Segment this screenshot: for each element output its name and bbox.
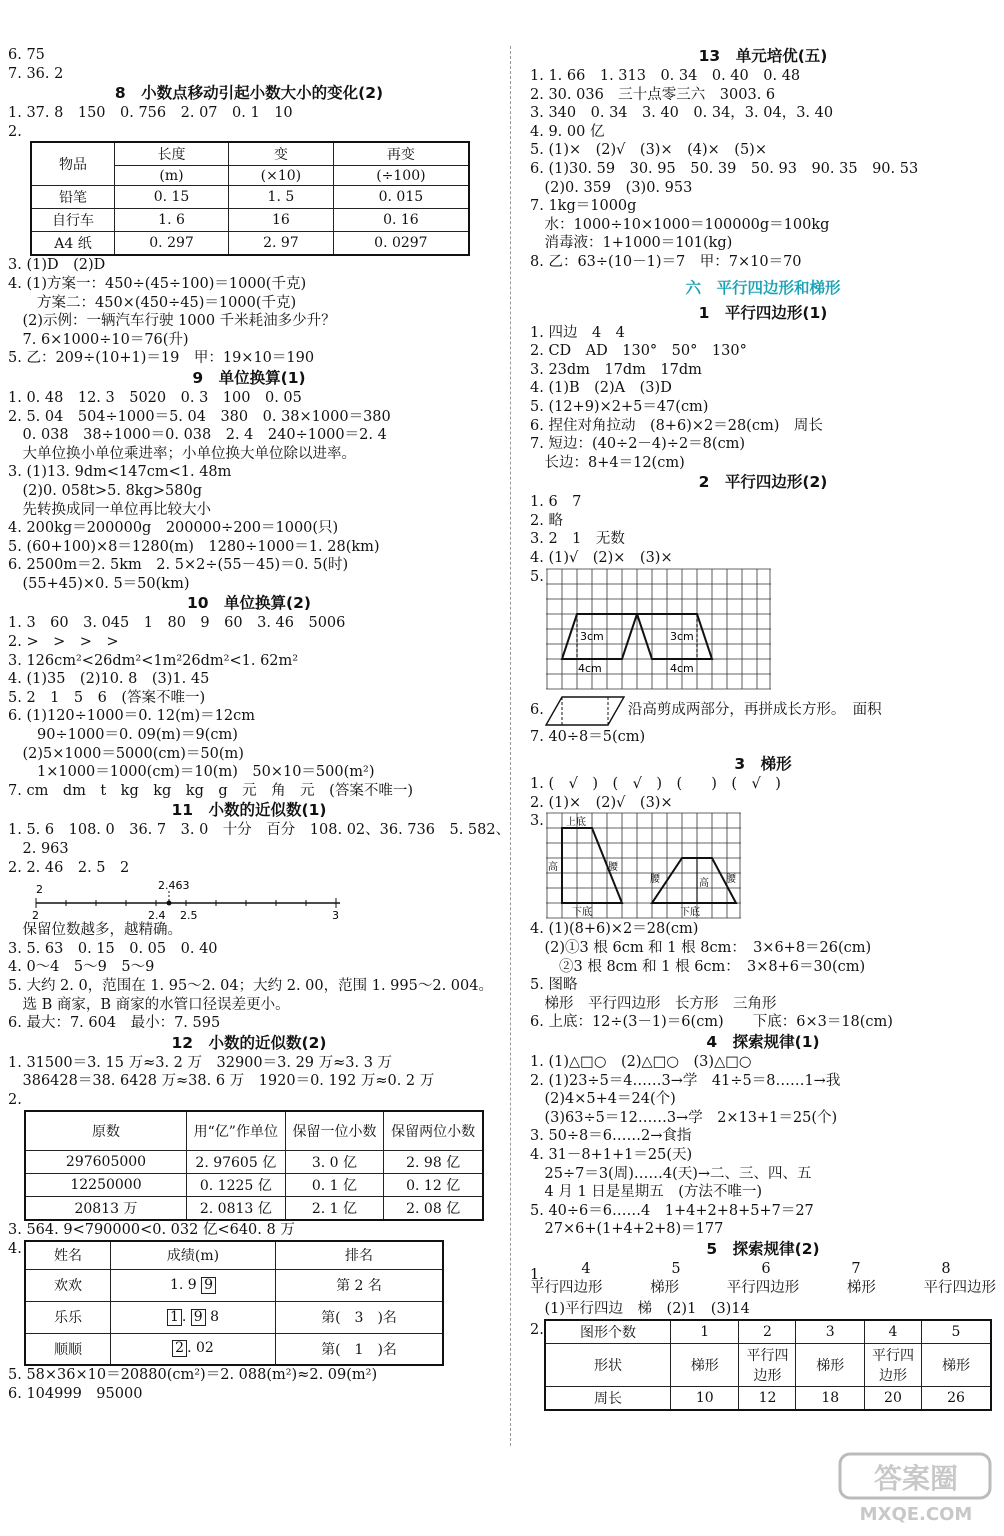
table-header: 变: [229, 142, 334, 166]
pattern-shapes: [530, 1279, 996, 1298]
answer-line: 2. (1)× (2)√ (3)×: [530, 794, 673, 811]
answer-line: 2.: [8, 1091, 22, 1108]
table-cell: 铅笔: [31, 186, 115, 209]
numline-top-label: 2.463: [158, 879, 190, 893]
table-cell: 平行四边形: [739, 1343, 796, 1386]
answer-line: 7. 短边：(40÷2－4)÷2＝8(cm): [530, 436, 746, 453]
answer-line: 4.: [8, 1240, 22, 1257]
table-cell: 2. 97605 亿: [186, 1151, 285, 1174]
leg-label: 腰: [726, 874, 736, 886]
numline-left-label: 2: [36, 883, 43, 897]
table-header: 物品: [31, 142, 115, 186]
table-cell: 1: [671, 1320, 739, 1344]
watermark-url: MXQE.COM: [859, 1504, 973, 1525]
answer-line: 1×1000＝1000(cm)＝10(m) 50×10＝500(m²): [8, 764, 375, 781]
answer-line: 2. 略: [530, 512, 563, 529]
answer-line: 90÷1000＝0. 09(m)＝9(cm): [8, 727, 238, 744]
table-cell: 4: [864, 1320, 921, 1344]
answer-line: 4. (1)B (2)A (3)D: [530, 380, 672, 397]
table-cell: 0. 1225 亿: [186, 1174, 285, 1197]
q6-row: [530, 694, 996, 728]
table-cell: 梯形: [796, 1343, 864, 1386]
table-cell: 1 . 9 8: [111, 1301, 276, 1333]
answer-line: 6. 最大：7. 604 最小：7. 595: [8, 1015, 221, 1032]
table-cell: 18: [796, 1386, 864, 1410]
table-row: [31, 232, 469, 256]
table-cell: 0. 15: [115, 186, 229, 209]
score-table: [24, 1240, 444, 1366]
section-title: 2 平行四边形(2): [698, 473, 828, 492]
table-header: (m): [115, 166, 229, 186]
answer-line: 6. 2500m＝2. 5km 2. 5×2÷(55－45)＝0. 5(时): [8, 557, 349, 574]
answer-text: 沿高剪成两部分，再拼成长方形。 面积: [627, 702, 882, 719]
answer-line: (55+45)×0. 5＝50(km): [8, 575, 190, 592]
table-cell: 顺顺: [25, 1333, 111, 1365]
answer-line: 2. 5. 04 504÷1000＝5. 04 380 0. 38×1000＝380: [8, 408, 391, 425]
number-line-figure: [30, 877, 360, 921]
digit-box: 9: [191, 1309, 206, 1326]
answer-line: 4. (1)方案一：450÷(45÷100)＝1000(千克): [8, 275, 307, 292]
pattern-number: 4: [581, 1260, 591, 1277]
answer-line: 5. (1)× (2)√ (3)× (4)× (5)×: [530, 142, 767, 159]
table-header: 原数: [25, 1111, 186, 1151]
table-cell: 3. 0 亿: [285, 1151, 384, 1174]
answer-line: (3)63÷5＝12……3→学 2×13+1＝25(个): [530, 1109, 838, 1126]
table-row: [545, 1343, 991, 1386]
table-cell: 2: [739, 1320, 796, 1344]
height-label: 3cm: [670, 629, 694, 643]
answer-line: (2)0. 359 (3)0. 953: [530, 179, 693, 196]
answer-line: (2)4×5+4＝24(个): [530, 1091, 676, 1108]
tick-label: 2.4: [148, 909, 166, 922]
table-cell: 第 2 名: [276, 1269, 444, 1301]
table-cell: 平行四边形: [864, 1343, 921, 1386]
table-cell: 12: [739, 1386, 796, 1410]
answer-line: 25÷7＝3(周)……4(天)→二、三、四、五: [530, 1165, 812, 1182]
answer-line: 6. 捏住对角拉动 (8+6)×2＝28(cm) 周长: [530, 417, 823, 434]
answer-line: 8. 乙：63÷(10－1)＝7 甲：7×10＝70: [530, 253, 802, 270]
question-number: 6.: [530, 702, 544, 719]
table-header: 长度: [115, 142, 229, 166]
section-title: 13 单元培优(五): [698, 47, 828, 65]
answer-line: 2.: [8, 123, 22, 140]
answer-line: 保留位数越多，越精确。: [8, 922, 182, 939]
table-header: (×10): [229, 166, 334, 186]
answer-line: (2)①3 根 6cm 和 1 根 8cm： 3×6+8＝26(cm): [530, 940, 872, 957]
answer-line: 5. 58×36×10＝20880(cm²)＝2. 088(m²)≈2. 09(m²): [8, 1367, 378, 1384]
pattern-shape: 平行四边形: [923, 1279, 996, 1296]
pattern-q1: [530, 1260, 996, 1300]
table-row: [545, 1386, 991, 1410]
score-text: 8: [210, 1308, 220, 1325]
table-header: 再变: [333, 142, 469, 166]
table-cell: 自行车: [31, 209, 115, 232]
answer-line: 3. 50÷8＝6……2→食指: [530, 1128, 692, 1145]
table-header: (÷100): [333, 166, 469, 186]
pattern-number: 8: [941, 1260, 951, 1277]
table-cell: 欢欢: [25, 1269, 111, 1301]
height-label: 3cm: [580, 629, 604, 643]
table-header: 用“亿”作单位: [186, 1111, 285, 1151]
answer-line: 方案二：450×(450÷45)＝1000(千克): [8, 294, 297, 311]
answer-line: 5. 40÷6＝6……4 1+4+2+8+5+7＝27: [530, 1202, 814, 1219]
answer-line: 1. 四边 4 4: [530, 324, 625, 341]
answer-line: (2)5×1000＝5000(cm)＝50(m): [8, 745, 244, 762]
answer-line: 2. 2. 46 2. 5 2: [8, 859, 130, 876]
answer-line: 7. 36. 2: [8, 65, 64, 82]
answer-line: 3. 23dm 17dm 17dm: [530, 361, 702, 378]
answer-line: 7. cm dm t kg kg kg g 元 角 元 (答案不唯一): [8, 782, 413, 799]
leg-label: 腰: [608, 862, 618, 874]
answer-line: 5.: [530, 568, 544, 585]
section-title: 9 单位换算(1): [192, 368, 306, 387]
parallelogram-grid-figure: [546, 568, 776, 692]
pattern-shape: 平行四边形: [726, 1279, 800, 1296]
table-cell: 0. 16: [333, 209, 469, 232]
table-cell: 形状: [545, 1343, 671, 1386]
answer-line: (1)平行四边 梯 (2)1 (3)14: [530, 1300, 750, 1317]
table-cell: 2. 97: [229, 232, 334, 256]
table-cell: 26: [921, 1386, 991, 1410]
answer-line: 3. 5. 63 0. 15 0. 05 0. 40: [8, 940, 218, 957]
pattern-shape: 平行四边形: [530, 1279, 603, 1296]
table-cell: 16: [229, 209, 334, 232]
parallelogram-shape: [546, 697, 624, 725]
table-header: 保留一位小数: [285, 1111, 384, 1151]
bottom-base-label: 下底: [572, 907, 592, 919]
table-row: [25, 1151, 483, 1174]
table-cell: 图形个数: [545, 1320, 671, 1344]
answer-line: (2)0. 058t>5. 8kg>580g: [8, 482, 202, 499]
table-cell: 0. 0297: [333, 232, 469, 256]
table-cell: 2. 98 亿: [384, 1151, 483, 1174]
answer-line: 3. 564. 9<790000<0. 032 亿<640. 8 万: [8, 1222, 295, 1239]
answer-line: 6. 104999 95000: [8, 1385, 143, 1402]
score-text: 1. 9: [169, 1276, 197, 1293]
table-header: 成绩(m): [111, 1241, 276, 1269]
digit-box: 2: [172, 1340, 187, 1357]
pattern-q2: [530, 1319, 996, 1411]
table-cell: 5: [921, 1320, 991, 1344]
answer-line: 1. 6 7: [530, 494, 582, 511]
table-row: [25, 1174, 483, 1197]
digit-box: 9: [201, 1277, 216, 1294]
answer-line: 1. 31500＝3. 15 万≈3. 2 万 32900＝3. 29 万≈3. 3 万: [8, 1054, 393, 1071]
answer-line: 1. 1. 66 1. 313 0. 34 0. 40 0. 48: [530, 68, 801, 84]
answer-line: 7. 40÷8＝5(cm): [530, 728, 646, 745]
table-cell: 周长: [545, 1386, 671, 1410]
table-cell: 3: [796, 1320, 864, 1344]
marker-point: [167, 901, 172, 906]
bottom-base-label: 下底: [680, 907, 700, 919]
answer-line: 5. (12+9)×2+5＝47(cm): [530, 398, 709, 415]
answer-line: 1. (1)△□○ (2)△□○ (3)△□○: [530, 1054, 752, 1070]
answer-line: 0. 038 38÷1000＝0. 038 2. 4 240÷1000＝2. 4: [8, 427, 387, 444]
table-row: [25, 1333, 443, 1365]
table-row: [545, 1320, 991, 1344]
pattern-number: 5: [671, 1260, 681, 1277]
answer-line: 7. 6×1000÷10＝76(升): [8, 331, 189, 348]
height-label: 高: [548, 862, 558, 874]
answer-line: 4. (1)35 (2)10. 8 (3)1. 45: [8, 671, 210, 688]
answer-line: 5. 乙：209÷(10+1)＝19 甲：19×10＝190: [8, 350, 315, 367]
answer-line: 1. ( √ ) ( √ ) ( ) ( √ ): [530, 776, 781, 793]
answer-line: 2. 963: [8, 841, 69, 857]
watermark-text: 答案圈: [873, 1462, 959, 1495]
digit-box: 1: [167, 1309, 182, 1326]
answer-line: 6. 75: [8, 47, 45, 63]
table-cell: 2. 08 亿: [384, 1197, 483, 1221]
table-cell: 第( 3 )名: [276, 1301, 444, 1333]
answer-line: 3.: [530, 813, 544, 830]
table-cell: 1. 6: [115, 209, 229, 232]
pattern-number: 6: [761, 1260, 771, 1277]
section-title: 10 单位换算(2): [186, 594, 312, 613]
answer-line: 4. 9. 00 亿: [530, 123, 605, 140]
answer-line: 1. 0. 48 12. 3 5020 0. 3 100 0. 05: [8, 389, 302, 406]
answer-line: 6. (1)30. 59 30. 95 50. 39 50. 93 90. 35 90. 53: [530, 160, 919, 177]
column-divider: [510, 46, 511, 1446]
section-title: 4 探索规律(1): [706, 1033, 820, 1051]
answer-line: 1. 37. 8 150 0. 756 2. 07 0. 1 10: [8, 105, 293, 122]
table-row: [25, 1269, 443, 1301]
answer-line: 1. 5. 6 108. 0 36. 7 3. 0 十分 百分 108. 02、36. 736 5. 582、: [8, 822, 511, 839]
table-cell: 乐乐: [25, 1301, 111, 1333]
answer-line: 3. 2 1 无数: [530, 531, 625, 548]
trapezoid-grid-figure: [546, 812, 746, 920]
answer-line: 1. 3 60 3. 045 1 80 9 60 3. 46 5006: [8, 615, 346, 632]
answer-line: 4. 0～4 5～9 5～9: [8, 959, 155, 976]
table-cell: 12250000: [25, 1174, 186, 1197]
answer-line: 5. 2 1 5 6 (答案不唯一): [8, 689, 206, 706]
section-title: 5 探索规律(2): [706, 1239, 820, 1258]
table-row: [31, 209, 469, 232]
section-title: 11 小数的近似数(1): [171, 801, 327, 820]
table-cell: 第( 1 )名: [276, 1333, 444, 1365]
leg-label: 腰: [650, 874, 660, 886]
shape-table: [544, 1319, 992, 1411]
height-label: 高: [699, 878, 709, 890]
answer-line: (2)示例：一辆汽车行驶 1000 千米耗油多少升？: [8, 313, 336, 330]
answer-line: 4. (1)√ (2)× (3)×: [530, 550, 673, 567]
table-cell: 2. 1 亿: [285, 1197, 384, 1221]
tick-label: 2.5: [180, 909, 198, 922]
length-table: [30, 141, 470, 256]
answer-line: 4. 31－8+1+1＝25(天): [530, 1146, 693, 1163]
isosceles-trapezoid: [652, 858, 736, 903]
answer-line: 5. 大约 2. 0，范围在 1. 95～2. 04；大约 2. 00，范围 1. 995～2. 004。: [8, 977, 493, 994]
pattern-shape: 梯形: [650, 1279, 680, 1296]
table-cell: 0. 297: [115, 232, 229, 256]
answer-line: ②3 根 8cm 和 1 根 6cm： 3×8+6＝30(cm): [530, 958, 866, 975]
section-title: 8 小数点移动引起小数大小的变化(2): [114, 84, 384, 103]
answer-line: 3. (1)D (2)D: [8, 257, 106, 274]
unit-title: 六 平行四边形和梯形: [685, 278, 841, 297]
left-column: [8, 46, 511, 1403]
section-title: 3 梯形: [734, 755, 792, 774]
answer-line: 消毒液：1+1000＝101(kg): [530, 235, 733, 252]
table-cell: 20813 万: [25, 1197, 186, 1221]
table-cell: 10: [671, 1386, 739, 1410]
pattern-numbers: [546, 1260, 986, 1279]
answer-line: 水：1000÷10×1000＝100000g＝100kg: [530, 216, 830, 233]
table-cell: 0. 1 亿: [285, 1174, 384, 1197]
question-number: 1.: [530, 1266, 544, 1283]
table-cell: 0. 015: [333, 186, 469, 209]
table-row: [31, 186, 469, 209]
answer-line: 选 B 商家，B 商家的水管口径误差更小。: [8, 996, 290, 1013]
table-cell: 梯形: [671, 1343, 739, 1386]
table-row: [25, 1301, 443, 1333]
table-cell: A4 纸: [31, 232, 115, 256]
top-base-label: 上底: [566, 817, 586, 829]
table-cell: 1. 5: [229, 186, 334, 209]
section-title: 1 平行四边形(1): [698, 303, 828, 322]
base-label: 4cm: [578, 661, 602, 675]
table-header: 姓名: [25, 1241, 111, 1269]
answer-line: 3. 126cm²<26dm²<1m²26dm²<1. 62m²: [8, 652, 299, 669]
pattern-number: 7: [851, 1260, 861, 1277]
answer-line: 长边：8+4＝12(cm): [530, 454, 685, 471]
answer-line: 6. (1)120÷1000＝0. 12(m)＝12cm: [8, 708, 255, 725]
answer-line: 梯形 平行四边形 长方形 三角形: [530, 995, 777, 1012]
answer-line: 5. (60+100)×8＝1280(m) 1280÷1000＝1. 28(km): [8, 538, 380, 555]
table-header: 排名: [276, 1241, 444, 1269]
table-header: 保留两位小数: [384, 1111, 483, 1151]
answer-line: 2. CD AD 130° 50° 130°: [530, 343, 747, 360]
base-label: 4cm: [670, 661, 694, 675]
answer-line: 3. 340 0. 34 3. 40 0. 34，3. 04，3. 40: [530, 105, 834, 122]
answer-line: 4 月 1 日是星期五 (方法不唯一): [530, 1184, 763, 1201]
score-text: . 02: [187, 1340, 214, 1357]
tick-label: 3: [332, 909, 339, 922]
answer-line: 大单位换小单位乘进率；小单位换大单位除以进率。: [8, 445, 356, 462]
right-column: [530, 46, 996, 1411]
tick-label: 2: [32, 909, 39, 922]
section-title: 12 小数的近似数(2): [171, 1033, 327, 1052]
approx-table: [24, 1110, 484, 1222]
table-cell: 297605000: [25, 1151, 186, 1174]
answer-line: 3. (1)13. 9dm<147cm<1. 48m: [8, 464, 232, 481]
answer-line: 2. > > > >: [8, 634, 119, 651]
table-cell: 0. 12 亿: [384, 1174, 483, 1197]
answer-line: 2. (1)23÷5＝4……3→学 41÷5＝8……1→我: [530, 1072, 841, 1089]
table-cell: 20: [864, 1386, 921, 1410]
answer-line: 先转换成同一单位再比较大小: [8, 501, 211, 518]
answer-line: 7. 1kg＝1000g: [530, 198, 637, 215]
pattern-shape: 梯形: [846, 1279, 876, 1296]
answer-line: 4. 200kg＝200000g 200000÷200＝1000(只): [8, 520, 339, 537]
table-cell: 2. 0813 亿: [186, 1197, 285, 1221]
table-row: [25, 1197, 483, 1221]
table-cell: 梯形: [921, 1343, 991, 1386]
answer-line: 5. 图略: [530, 977, 578, 994]
parallelogram-cut-icon: [544, 694, 628, 728]
question-number: 2.: [530, 1321, 544, 1338]
answer-line: 4. (1)(8+6)×2＝28(cm): [530, 921, 699, 938]
table-cell: [111, 1333, 276, 1365]
answer-line: 2. 30. 036 三十点零三六 3003. 6: [530, 86, 776, 103]
watermark-logo: [836, 1448, 996, 1528]
answer-line: 27×6+(1+4+2+8)＝177: [530, 1221, 724, 1238]
table-cell: [111, 1269, 276, 1301]
answer-line: 6. 上底：12÷(3－1)＝6(cm) 下底：6×3＝18(cm): [530, 1014, 893, 1031]
answer-line: 386428＝38. 6428 万≈38. 6 万 1920＝0. 192 万≈0. 2 万: [8, 1073, 435, 1090]
